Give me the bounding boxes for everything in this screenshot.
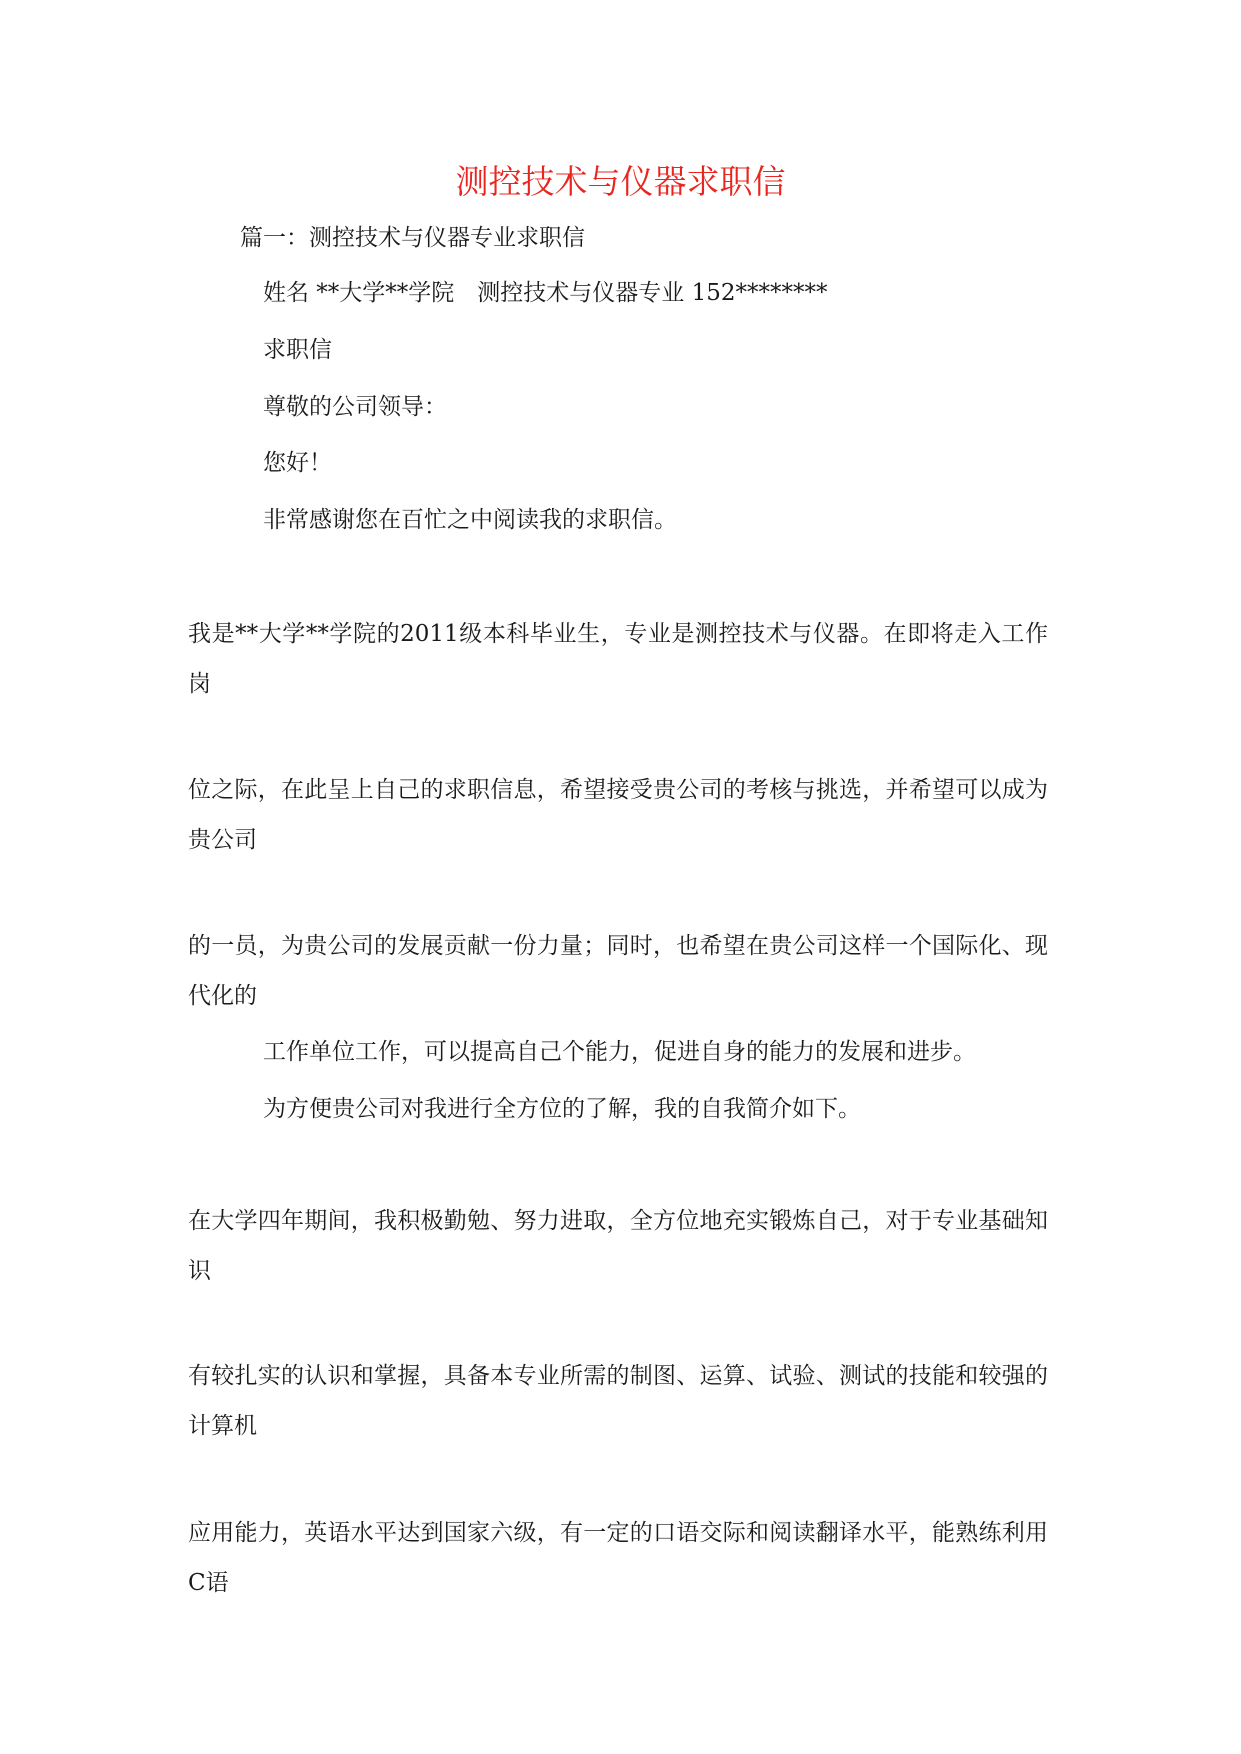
- paragraph-1: 我是**大学**学院的2011级本科毕业生，专业是测控技术与仪器。在即将走入工作岗: [188, 621, 1048, 697]
- paragraph-6: 在大学四年期间，我积极勤勉、努力进取，全方位地充实锻炼自己，对于专业基础知识: [188, 1208, 1048, 1284]
- thanks-line: 非常感谢您在百忙之中阅读我的求职信。: [263, 507, 677, 533]
- paragraph-4: 工作单位工作，可以提高自己个能力，促进自身的能力的发展和进步。: [263, 1039, 976, 1065]
- paragraph-8: 应用能力，英语水平达到国家六级，有一定的口语交际和阅读翻译水平，能熟练利用C语: [188, 1520, 1048, 1596]
- section-heading: 篇一：测控技术与仪器专业求职信: [240, 225, 585, 251]
- paragraph-7: 有较扎实的认识和掌握，具备本专业所需的制图、运算、试验、测试的技能和较强的计算机: [188, 1363, 1048, 1439]
- document-title: 测控技术与仪器求职信: [455, 162, 786, 201]
- salutation: 尊敬的公司领导：: [263, 394, 447, 420]
- paragraph-2: 位之际，在此呈上自己的求职信息，希望接受贵公司的考核与挑选，并希望可以成为贵公司: [188, 777, 1048, 853]
- paragraph-5: 为方便贵公司对我进行全方位的了解，我的自我简介如下。: [263, 1096, 861, 1122]
- header-info: 姓名 **大学**学院 测控技术与仪器专业 152********: [263, 280, 828, 306]
- letter-label: 求职信: [263, 337, 332, 363]
- paragraph-3: 的一员，为贵公司的发展贡献一份力量；同时，也希望在贵公司这样一个国际化、现代化的: [188, 933, 1048, 1009]
- greeting: 您好！: [263, 450, 332, 476]
